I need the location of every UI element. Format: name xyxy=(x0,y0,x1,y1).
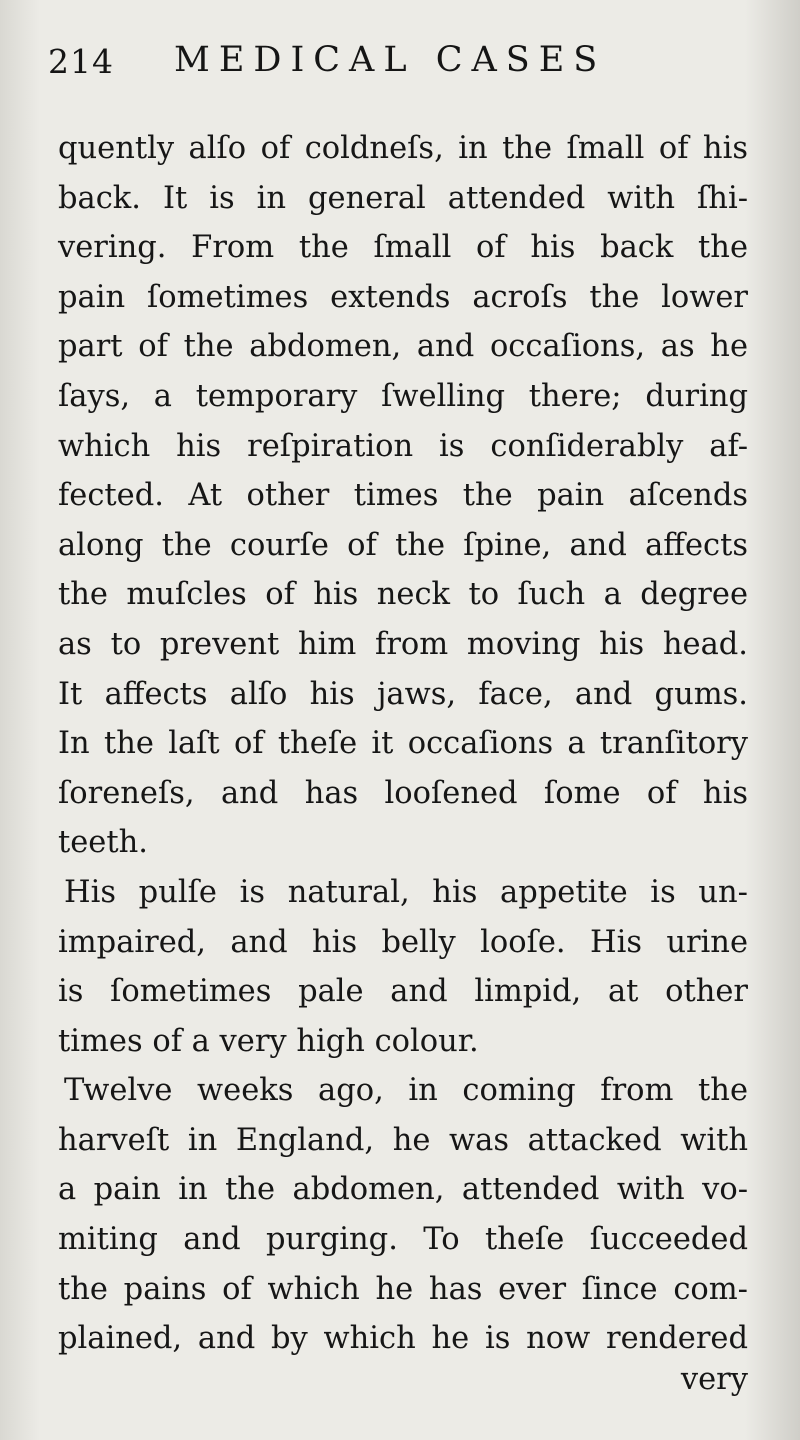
text-line: impaired, and his belly looſe. His urine xyxy=(58,924,748,960)
text-line: It affects alſo his jaws, face, and gums. xyxy=(58,676,748,712)
text-line: part of the abdomen, and occaſions, as he xyxy=(58,329,748,365)
text-line: a pain in the abdomen, attended with vo- xyxy=(58,1172,748,1208)
text-line: miting and purging. To theſe ſucceeded xyxy=(58,1222,748,1258)
text-line: the muſcles of his neck to ſuch a degree xyxy=(58,577,748,613)
text-line: times of a very high colour. xyxy=(58,1023,479,1059)
running-head: MEDICAL CASES xyxy=(174,40,607,80)
page-edge-shadow-left xyxy=(0,0,40,1440)
text-line: ſays, a temporary ſwelling there; during xyxy=(58,378,748,414)
paragraph-first-line: Twelve weeks ago, in coming from the xyxy=(64,1073,748,1109)
text-line: In the laſt of theſe it occaſions a tranſitory xyxy=(58,726,748,762)
text-line: harveſt in England, he was attacked with xyxy=(58,1122,748,1158)
text-line: fected. At other times the pain aſcends xyxy=(58,478,748,514)
body-text xyxy=(58,124,748,1364)
text-line: as to prevent him from moving his head. xyxy=(58,626,748,662)
page-header xyxy=(48,38,748,88)
text-line: vering. From the ſmall of his back the xyxy=(58,230,748,266)
text-line: the pains of which he has ever ſince com- xyxy=(58,1271,748,1307)
text-line: plained, and by which he is now rendered xyxy=(58,1321,748,1357)
page-number: 214 xyxy=(48,42,114,81)
text-line: quently alſo of coldneſs, in the ſmall of his xyxy=(58,131,748,166)
page-edge-shadow-right xyxy=(745,0,800,1440)
text-line: which his reſpiration is conſiderably af- xyxy=(58,428,748,464)
text-line: teeth. xyxy=(58,825,148,861)
text-line: along the courſe of the ſpine, and affects xyxy=(58,527,748,563)
text-line: back. It is in general attended with ſhi- xyxy=(58,180,748,216)
text-line: ſoreneſs, and has looſened ſome of his xyxy=(58,775,748,811)
text-line: pain ſometimes extends acroſs the lower xyxy=(58,279,748,315)
paragraph-first-line: His pulſe is natural, his appetite is un- xyxy=(64,874,748,910)
text-line: is ſometimes pale and limpid, at other xyxy=(58,974,748,1010)
catchword: very xyxy=(680,1362,748,1397)
